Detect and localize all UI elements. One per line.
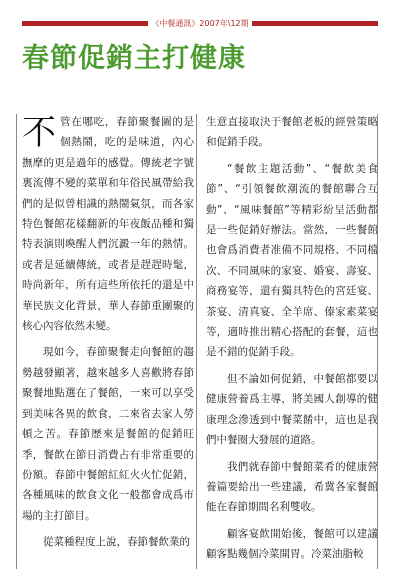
paragraph <box>22 112 194 336</box>
column-rule-left <box>16 114 18 569</box>
header-bar <box>22 18 378 29</box>
right-column <box>206 112 378 569</box>
left-column <box>22 112 194 569</box>
paragraph-text: 管在哪吃，春節聚餐圖的是個熱鬧，吃的是味道，內心撫摩的更是過年的感覺。傳統老字號裏流傳不變的菜單和年俗民風帶給我們的是似曾相識的熱鬧氣氛，而各家特色餐館花樣翻新的年夜飯品種和獨特表演則喚醒人們沉澱一年的熱情。或者是延續傳統，或者是趕趕時髦，時尚新年，所有這些所依托的還是中華民族文化背景，華人春節重團聚的核心內容依然未變。 <box>22 116 194 333</box>
paragraph: 顧客宴飲開始後，餐館可以建議顧客點幾個冷菜開胃。冷菜油脂較 <box>206 527 378 561</box>
paragraph: 我們就春節中餐館菜肴的健康營養篇要給出一些建議，希冀各家餐館能在春節期間名利雙收。 <box>206 460 378 514</box>
header-rule-right <box>252 21 378 26</box>
header-rule-left <box>22 21 148 26</box>
column-rule-right <box>377 114 379 569</box>
paragraph: 但不論如何促銷，中餐館都要以健康營養爲主導，將美國人創導的健康理念滲透到中餐菜餚中，這也是我們中餐圈大發展的道路。 <box>206 372 378 447</box>
article-title: 春節促銷主打健康 <box>22 43 246 74</box>
paragraph: 生意直接取決于餐館老板的經營策略和促銷手段。 <box>206 116 378 149</box>
paragraph: “餐飲主題活動”、“餐飲美食節”、“引領餐飲潮流的餐館聯合互動”、“風味餐館”等精彩紛呈活動都是一些促銷好辦法。當然，一些餐館也會爲消費者准備不同規格、不同檔次、不同風味的家宴、婚宴、壽宴、商務宴等，還有獨具特色的宮廷宴、茶宴、清真宴、全羊席、傣家素菜宴等，適時推出精心搭配的套餐，這也是不錯的促銷手段。 <box>206 162 378 359</box>
paragraph: 現如今，春節聚餐走向餐館的趨勢越發顯著，越來越多人喜歡將春節聚餐地點選在了餐館，一來可以享受到美味各異的飲食，二來省去家人勞頓之苦。春節歷來是餐館的促銷旺季，餐飲在節日消費占有非常重要的份額。春節中餐館紅紅火火忙促銷，各種風味的飲食文化一般都會成爲市場的主打節目。 <box>22 346 194 522</box>
column-rule-middle <box>196 114 198 569</box>
issue-label: 《中餐通訊》2007年\12期 <box>151 19 249 28</box>
drop-cap: 不 <box>22 113 56 153</box>
paragraph: 從菜種程度上說，春節餐飲業的 <box>43 536 190 549</box>
